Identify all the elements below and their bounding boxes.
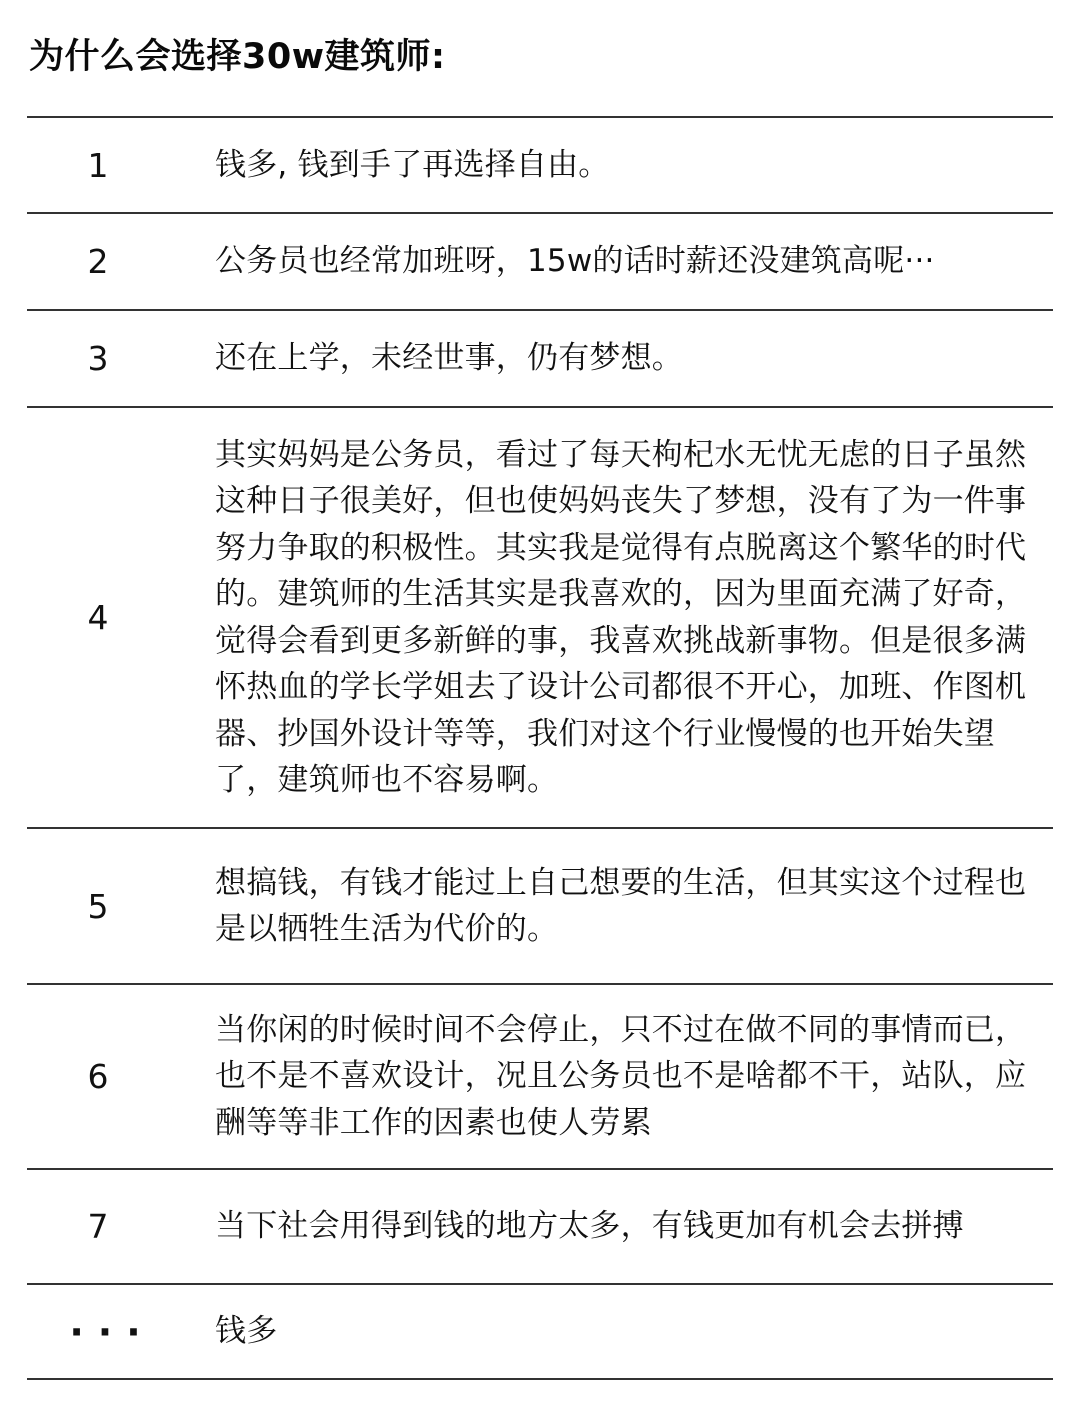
row-number: 6	[87, 1057, 109, 1096]
row-number: 4	[87, 598, 109, 637]
row-text: 其实妈妈是公务员，看过了每天枸杞水无忧无虑的日子虽然这种日子很美好，但也使妈妈丧失了梦想，没有了为一件事努力争取的积极性。其实我是觉得有点脱离这个繁华的时代的。建筑师的生活其实是我喜欢的，因为里面充满了好奇，觉得会看到更多新鲜的事，我喜欢挑战新事物。但是很多满怀热血的学长学姐去了设计公司都很不开心，加班、作图机器、抄国外设计等等，我们对这个行业慢慢的也开始失望了，建筑师也不容易啊。	[215, 436, 1027, 798]
row-text: 当你闲的时候时间不会停止，只不过在做不同的事情而已，也不是不喜欢设计，况且公务员也不是啥都不干，站队，应酬等等非工作的因素也使人劳累	[215, 1011, 1027, 1141]
table-row	[27, 118, 1053, 214]
row-number: 2	[87, 242, 109, 281]
row-text: 当下社会用得到钱的地方太多，有钱更加有机会去拼搏	[215, 1208, 964, 1245]
row-text: 钱多	[215, 1313, 278, 1350]
row-number: 3	[87, 339, 109, 378]
table-row	[27, 1285, 1053, 1380]
row-text: 钱多, 钱到手了再选择自由。	[215, 146, 610, 183]
page-title: 为什么会选择30w建筑师:	[29, 37, 446, 77]
row-number: 1	[87, 145, 109, 185]
table-row	[27, 408, 1053, 829]
row-text: 想搞钱，有钱才能过上自己想要的生活，但其实这个过程也是以牺牲生活为代价的。	[215, 864, 1027, 947]
table-row	[27, 829, 1053, 985]
row-text: 还在上学，未经世事，仍有梦想。	[215, 340, 683, 377]
table-row	[27, 985, 1053, 1170]
table-row	[27, 311, 1053, 408]
row-text: 公务员也经常加班呀，15w的话时薪还没建筑高呢···	[215, 243, 935, 280]
row-number: 7	[87, 1207, 109, 1246]
table-row	[27, 1170, 1053, 1285]
row-number: 5	[87, 886, 109, 926]
table-row	[27, 214, 1053, 311]
row-number-ellipsis: ···	[69, 1309, 155, 1354]
reasons-table	[27, 116, 1053, 1380]
